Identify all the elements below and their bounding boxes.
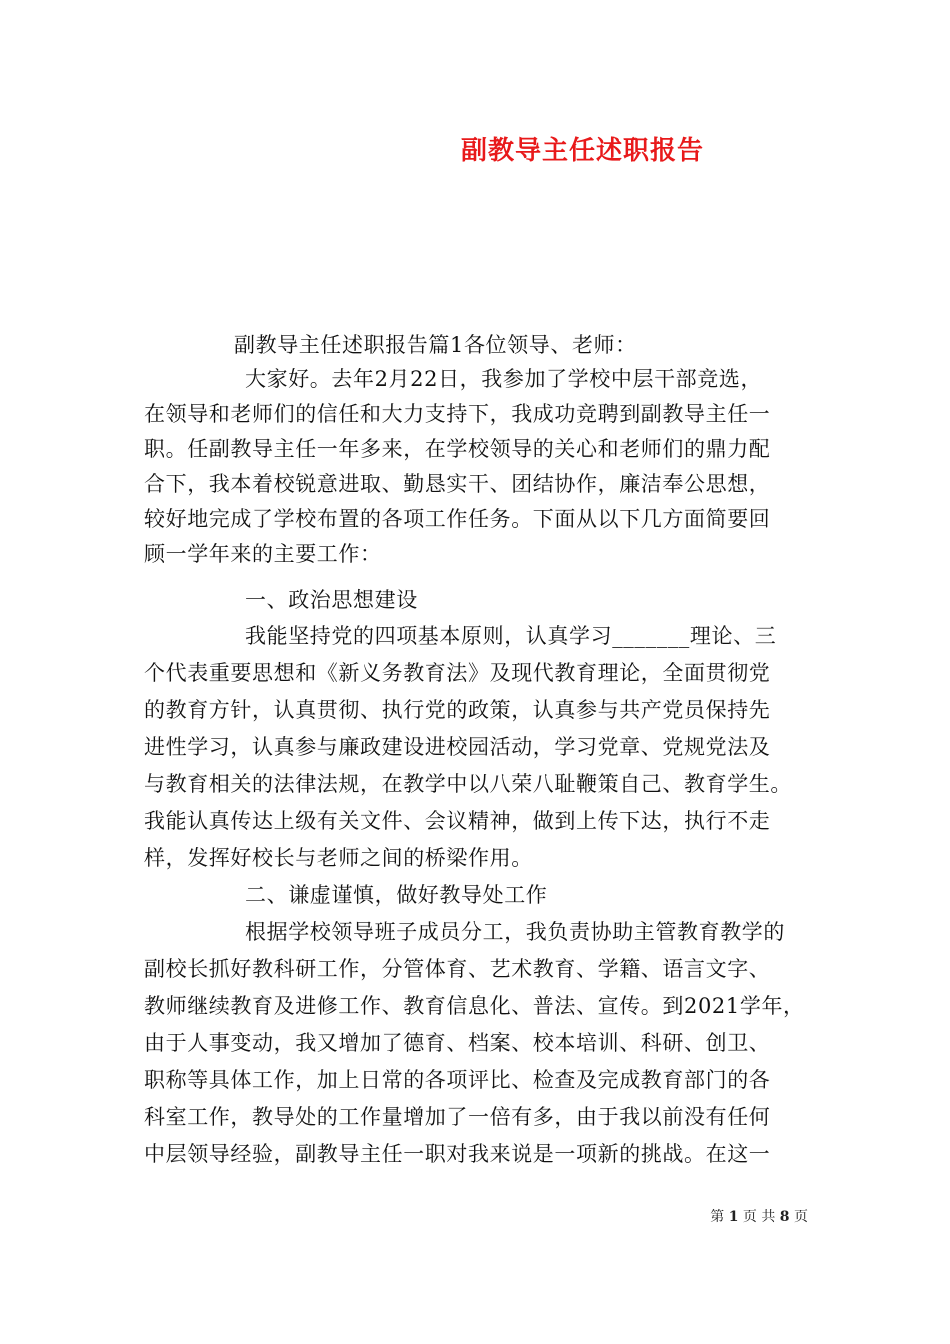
footer-suffix: 页: [794, 1209, 808, 1225]
body-line-10: 个代表重要思想和《新义务教育法》及现代教育理论，全面贯彻党: [144, 661, 771, 685]
body-line-7: 顾一学年来的主要工作：: [144, 542, 382, 566]
body-line-14: 我能认真传达上级有关文件、会议精神，做到上传下达，执行不走: [144, 809, 771, 833]
body-line-12: 进性学习，认真参与廉政建设进校园活动，学习党章、党规党法及: [144, 735, 771, 759]
body-line-20: 由于人事变动，我又增加了德育、档案、校本培训、科研、创卫、: [144, 1031, 771, 1055]
body-line-13: 与教育相关的法律法规，在教学中以八荣八耻鞭策自己、教育学生。: [144, 772, 792, 796]
body-line-1: 副教导主任述职报告篇1各位领导、老师：: [234, 333, 637, 357]
body-line-15: 样，发挥好校长与老师之间的桥梁作用。: [144, 846, 533, 870]
body-line-11: 的教育方针，认真贯彻、执行党的政策，认真参与共产党员保持先: [144, 698, 771, 722]
footer-page-number: 1: [728, 1209, 739, 1225]
body-line-23: 中层领导经验，副教导主任一职对我来说是一项新的挑战。在这一: [144, 1142, 771, 1166]
page-footer: [710, 1207, 808, 1227]
body-line-17: 根据学校领导班子成员分工，我负责协助主管教育教学的: [245, 920, 785, 944]
body-line-18: 副校长抓好教科研工作，分管体育、艺术教育、学籍、语言文字、: [144, 957, 771, 981]
section-heading-1: 一、政治思想建设: [245, 588, 418, 612]
body-line-22: 科室工作，教导处的工作量增加了一倍有多，由于我以前没有任何: [144, 1105, 771, 1129]
body-line-2: 大家好。去年2月22日，我参加了学校中层干部竞选，: [245, 367, 763, 391]
body-line-3: 在领导和老师们的信任和大力支持下，我成功竞聘到副教导主任一: [144, 402, 771, 426]
footer-middle: 页 共: [742, 1209, 776, 1225]
document-title: 副教导主任述职报告: [460, 136, 704, 166]
body-line-9: 我能坚持党的四项基本原则，认真学习_______理论、三: [245, 624, 777, 648]
footer-prefix: 第: [710, 1209, 725, 1225]
body-line-19: 教师继续教育及进修工作、教育信息化、普法、宣传。到2021学年，: [144, 994, 805, 1018]
body-line-4: 职。任副教导主任一年多来，在学校领导的关心和老师们的鼎力配: [144, 437, 771, 461]
footer-total-pages: 8: [779, 1209, 790, 1225]
body-line-6: 较好地完成了学校布置的各项工作任务。下面从以下几方面简要回: [144, 507, 771, 531]
body-line-5: 合下，我本着校锐意进取、勤恳实干、团结协作，廉洁奉公思想，: [144, 472, 771, 496]
body-line-21: 职称等具体工作，加上日常的各项评比、检查及完成教育部门的各: [144, 1068, 771, 1092]
section-heading-2: 二、谦虚谨慎，做好教导处工作: [245, 883, 548, 907]
